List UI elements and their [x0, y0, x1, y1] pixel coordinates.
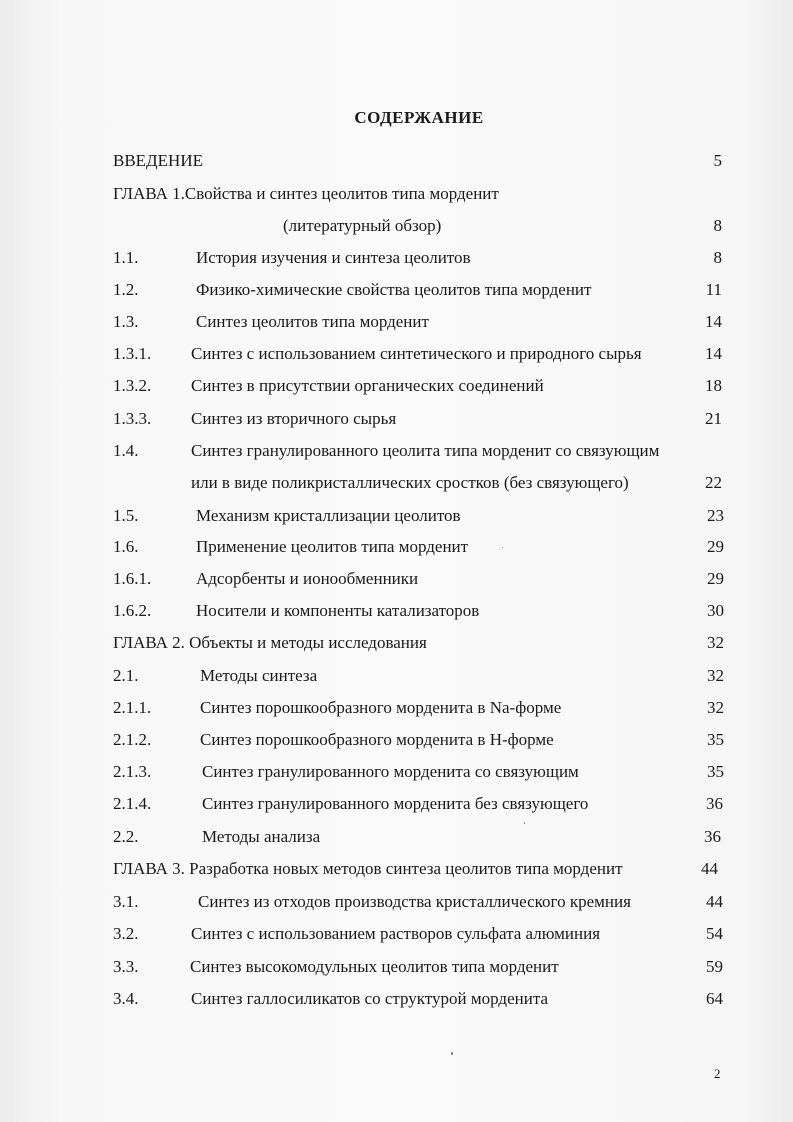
toc-entry-number: 2.1.1.: [113, 698, 152, 717]
toc-entry: [0, 504, 793, 528]
toc-entry-text: Синтез порошкообразного морденита в Na-форме: [200, 698, 562, 717]
toc-entry-number: 2.2.: [113, 827, 139, 846]
toc-entry-page: 8: [713, 216, 722, 235]
toc-entry: [0, 599, 793, 623]
page-number: 2: [714, 1066, 721, 1081]
toc-entry-page: 14: [705, 344, 722, 363]
toc-entry-number: 3.3.: [113, 957, 139, 976]
toc-entry-page: 14: [705, 312, 722, 331]
toc-entry: [0, 825, 793, 849]
toc-entry-text: Синтез гранулированного морденита со связующим: [202, 762, 579, 781]
toc-entry: [0, 760, 793, 784]
toc-entry: [0, 955, 793, 979]
toc-entry-number: 1.4.: [113, 441, 139, 460]
toc-entry-page: 32: [707, 633, 724, 652]
toc-entry-text: Механизм кристаллизации цеолитов: [196, 506, 461, 525]
toc-entry-page: 44: [701, 859, 718, 878]
toc-entry-page: 29: [707, 569, 724, 588]
toc-entry: [0, 407, 793, 431]
toc-entry-page: 5: [713, 151, 722, 170]
toc-entry-page: 36: [704, 827, 721, 846]
toc-entry: [0, 535, 793, 559]
toc-entry-number: 3.1.: [113, 892, 139, 911]
toc-entry-page: 22: [705, 473, 722, 492]
toc-entry-text: Физико-химические свойства цеолитов типа морденит: [196, 280, 592, 299]
toc-entry-text: Синтез с использованием растворов сульфата алюминия: [191, 924, 601, 943]
toc-entry-page: 8: [713, 248, 722, 267]
toc-entry-number: 1.6.2.: [113, 601, 152, 620]
toc-entry-page: 44: [706, 892, 723, 911]
toc-entry-number: 2.1.: [113, 666, 139, 685]
toc-entry-text: или в виде поликристаллических сростков (без связующего): [191, 473, 629, 492]
toc-entry-page: 35: [707, 730, 724, 749]
scan-speck: [451, 1052, 453, 1055]
toc-entry-page: 18: [705, 376, 722, 395]
toc-entry-text: Методы анализа: [202, 827, 321, 846]
toc-entry-text: История изучения и синтеза цеолитов: [196, 248, 471, 267]
toc-entry-text: Синтез высокомодульных цеолитов типа морденит: [190, 957, 559, 976]
toc-entry-page: 23: [707, 506, 724, 525]
toc-entry-text: Синтез порошкообразного морденита в Н-форме: [200, 730, 554, 749]
toc-entry-page: 32: [707, 666, 724, 685]
toc-entry: [0, 987, 793, 1011]
toc-entry-number: 1.2.: [113, 280, 139, 299]
toc-entry-number: 2.1.3.: [113, 762, 152, 781]
page-title: СОДЕРЖАНИЕ: [354, 108, 484, 127]
toc-entry-page: 36: [706, 794, 723, 813]
toc-entry-number: 1.6.1.: [113, 569, 152, 588]
toc-entry: [0, 342, 793, 366]
toc-entry-text: Синтез галлосиликатов со структурой морденита: [191, 989, 548, 1008]
toc-entry-text: ГЛАВА 2. Объекты и методы исследования: [113, 633, 427, 652]
toc-entry-text: Носители и компоненты катализаторов: [196, 601, 480, 620]
toc-entry-page: 21: [705, 409, 722, 428]
toc-entry: [0, 246, 793, 270]
toc-entry-page: 30: [707, 601, 724, 620]
toc-entry-page: 32: [707, 698, 724, 717]
toc-entry: [0, 890, 793, 914]
toc-entry-page: 54: [706, 924, 723, 943]
toc-entry-number: 3.4.: [113, 989, 139, 1008]
toc-entry: [0, 471, 793, 495]
toc-entry: [0, 696, 793, 720]
toc-entry: [0, 664, 793, 688]
toc-entry-text: Синтез с использованием синтетического и природного сырья: [191, 344, 642, 363]
toc-entry-text: Синтез гранулированного морденита без связующего: [202, 794, 589, 813]
toc-entry: [0, 374, 793, 398]
toc-entry-number: 1.3.3.: [113, 409, 152, 428]
toc-entry: [0, 792, 793, 816]
toc-entry-text: Синтез в присутствии органических соединений: [191, 376, 544, 395]
toc-entry-number: 2.1.2.: [113, 730, 152, 749]
toc-entry: [0, 214, 793, 238]
toc-entry-text: ВВЕДЕНИЕ: [113, 151, 203, 170]
toc-entry-text: Синтез из отходов производства кристаллического кремния: [198, 892, 631, 911]
toc-entry-text: Методы синтеза: [200, 666, 318, 685]
toc-entry-number: 2.1.4.: [113, 794, 152, 813]
toc-entry-text: Синтез гранулированного цеолита типа морденит со связующим: [191, 441, 660, 460]
toc-entry-number: 1.3.1.: [113, 344, 152, 363]
toc-entry-number: 1.1.: [113, 248, 139, 267]
toc-entry-text: Применение цеолитов типа морденит: [196, 537, 469, 556]
toc-entry-text: ГЛАВА 1.Свойства и синтез цеолитов типа морденит: [113, 184, 499, 203]
toc-entry-number: 1.5.: [113, 506, 139, 525]
toc-entry-page: 29: [707, 537, 724, 556]
toc-entry-text: ГЛАВА 3. Разработка новых методов синтеза цеолитов типа морденит: [113, 859, 623, 878]
toc-entry-number: 1.3.: [113, 312, 139, 331]
toc-entry: [0, 922, 793, 946]
toc-entry: [0, 567, 793, 591]
toc-entry: [0, 182, 793, 206]
toc-entry-page: 35: [707, 762, 724, 781]
toc-entry-number: 3.2.: [113, 924, 139, 943]
toc-entry: [0, 278, 793, 302]
toc-entry: [0, 857, 793, 881]
scan-speck: [524, 822, 525, 824]
toc-entry: [0, 728, 793, 752]
toc-entry: [0, 310, 793, 334]
toc-entry: [0, 439, 793, 463]
toc-entry-number: 1.6.: [113, 537, 139, 556]
toc-entry-text: Адсорбенты и ионообменники: [196, 569, 419, 588]
toc-entry-text: (литературный обзор): [283, 216, 442, 235]
toc-entry-text: Синтез цеолитов типа морденит: [196, 312, 429, 331]
toc-entry-page: 11: [705, 280, 722, 299]
toc-entry: [0, 631, 793, 655]
toc-entry-page: 59: [706, 957, 723, 976]
toc-entry: [0, 149, 793, 173]
toc-entry-page: 64: [706, 989, 723, 1008]
toc-entry-number: 1.3.2.: [113, 376, 152, 395]
toc-entry-text: Синтез из вторичного сырья: [191, 409, 397, 428]
scan-speck: [502, 547, 503, 548]
